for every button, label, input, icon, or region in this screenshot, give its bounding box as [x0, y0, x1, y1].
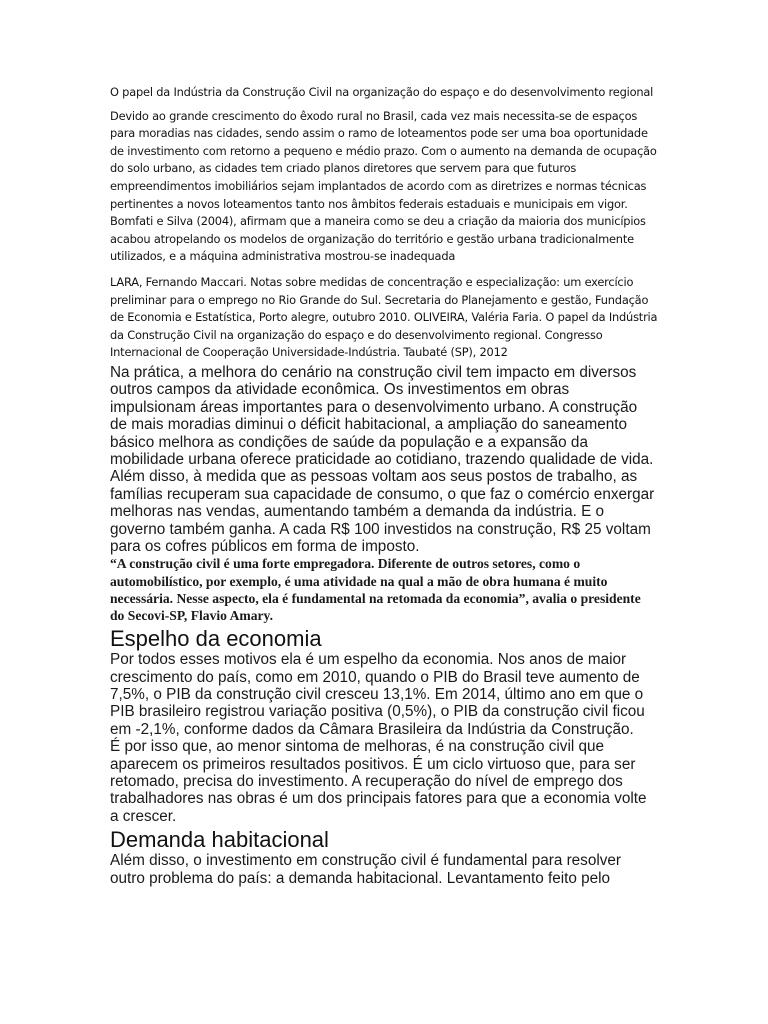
references: LARA, Fernando Maccari. Notas sobre medidas de concentração e especialização: um exercício preliminar para o emprego no Rio Grande do Sul. Secretaria do Planejamento e gestão, Fundação de Economia e Estatística, Porto alegre, outubro 2010. OLIVEIRA, Valéria Faria. O papel da Indústria da Construção Civil na organização do espaço e do desenvolvimento regional. Congresso Internacional de Cooperação Universidade-Indústria. Taubaté (SP), 2012	[110, 274, 658, 360]
article-paragraph-2: Além disso, à medida que as pessoas voltam aos seus postos de trabalho, as famílias recuperam sua capacidade de consumo, o que faz o comércio enxergar melhoras nas vendas, aumentando também a demanda da indústria. E o governo também ganha. A cada R$ 100 investidos na construção, R$ 25 voltam para os cofres públicos em forma de imposto.	[110, 468, 655, 555]
article-body	[110, 364, 658, 887]
article-paragraph-1: Na prática, a melhora do cenário na construção civil tem impacto em diversos outros campos da atividade econômica. Os investimentos em obras impulsionam áreas importantes para o desenvolvimento urbano. A construção de mais moradias diminui o déficit habitacional, a ampliação do saneamento básico melhora as condições de saúde da população e a expansão da mobilidade urbana oferece praticidade ao cotidiano, trazendo qualidade de vida.	[110, 363, 654, 468]
section-heading-demanda: Demanda habitacional	[110, 827, 329, 853]
article-paragraph-3: Por todos esses motivos ela é um espelho da economia. Nos anos de maior crescimento do país, como em 2010, quando o PIB do Brasil teve aumento de 7,5%, o PIB da construção civil cresceu 13,1%. Em 2014, último ano em que o PIB brasileiro registrou variação positiva (0,5%), o PIB da construção civil ficou em -2,1%, conforme dados da Câmara Brasileira da Indústria da Construção.	[110, 651, 645, 738]
document-title: O papel da Indústria da Construção Civil na organização do espaço e do desenvolvimento regional	[110, 85, 654, 99]
article-quote: “A construção civil é uma forte empregadora. Diferente de outros setores, como o automobilístico, por exemplo, é uma atividade na qual a mão de obra humana é muito necessária. Nesse aspecto, ela é fundamental na retomada da economia”, avalia o presidente do Secovi-SP, Flavio Amary.	[110, 556, 641, 623]
document-content	[110, 84, 658, 887]
article-paragraph-5: Além disso, o investimento em construção civil é fundamental para resolver outro problema do país: a demanda habitacional. Levantamento feito pelo	[110, 852, 621, 887]
intro-paragraph: Devido ao grande crescimento do êxodo rural no Brasil, cada vez mais necessita-se de espaços para moradias nas cidades, sendo assim o ramo de loteamentos pode ser uma boa oportunidade de investimento com retorno a pequeno e médio prazo. Com o aumento na demanda de ocupação do solo urbano, as cidades tem criado planos diretores que servem para que futuros empreendimentos imobiliários sejam implantados de acordo com as diretrizes e normas técnicas pertinentes a novos loteamentos tanto nos âmbitos federais estaduais e municipais em vigor. Bomfati e Silva (2004), afirmam que a maneira como se deu a criação da maioria dos municípios acabou atropelando os modelos de organização do território e gestão urbana tradicionalmente utilizados, e a máquina administrativa mostrou-se inadequada	[110, 108, 657, 264]
article-paragraph-4: É por isso que, ao menor sintoma de melhoras, é na construção civil que aparecem os primeiros resultados positivos. É um ciclo virtuoso que, para ser retomado, precisa do investimento. A recuperação do nível de emprego dos trabalhadores nas obras é um dos principais fatores para que a economia volte a crescer.	[110, 738, 647, 825]
section-heading-espelho: Espelho da economia	[110, 626, 322, 652]
